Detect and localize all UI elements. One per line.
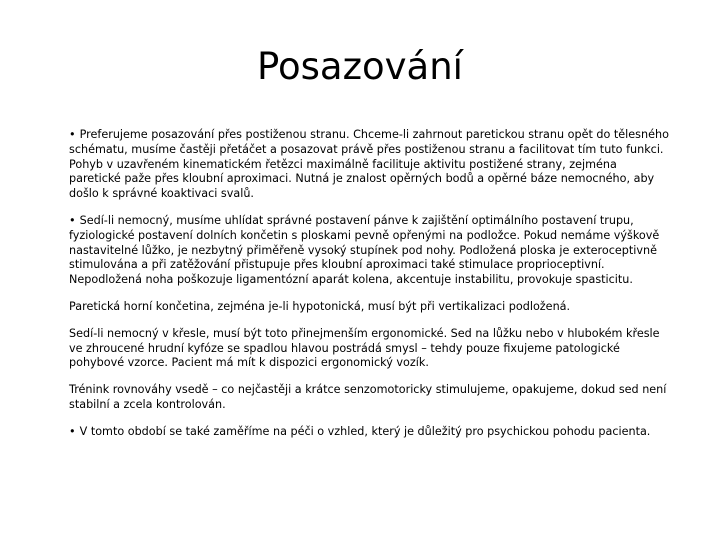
- paragraph-text: Sedí-li nemocný v křesle, musí být toto přinejmenším ergonomické. Sed na lůžku nebo v hlubokém křesle ve zhroucené hrudní kyfóze se spadlou hlavou postrádá smysl – tehdy pouze fixujeme patologické pohybové vzorce. Pacient má mít k dispozici ergonomický vozík.: [69, 326, 660, 370]
- paragraph-appearance-care: [69, 425, 669, 440]
- paragraph-sitting-preference: [69, 128, 669, 202]
- paragraph-text: Trénink rovnováhy vsedě – co nejčastěji a krátce senzomotoricky stimulujeme, opakujeme, dokud sed není stabilní a zcela kontrolován.: [69, 383, 667, 411]
- slide-title: Posazování: [257, 45, 463, 88]
- slide-content: [69, 128, 669, 452]
- paragraph-text: Paretická horní končetina, zejména je-li hypotonická, musí být při vertikalizaci podložená.: [69, 299, 571, 313]
- bullet-icon: •: [69, 128, 76, 141]
- bullet-icon: •: [69, 424, 76, 438]
- paragraph-text: Sedí-li nemocný, musíme uhlídat správné postavení pánve k zajištění optimálního postavení trupu, fyziologické postavení dolních končetin s ploskami pevně opřenými na podložce. Pokud nemáme výškově nastavitelné lůžko, je nezbytný přiměřeně vysoký stupínek pod nohy. Podložená ploska je exteroceptivně stimulována a při zatěžování přistupuje přes kloubní aproximaci také stimulace proprioceptivní. Nepodložená noha poškozuje ligamentózní aparát kolena, akcentuje instabilitu, provokuje spasticitu.: [69, 213, 660, 287]
- paragraph-upper-limb: [69, 300, 669, 315]
- paragraph-armchair: [69, 327, 669, 371]
- paragraph-balance-training: [69, 383, 669, 413]
- bullet-icon: •: [69, 213, 76, 227]
- paragraph-pelvis-position: [69, 214, 669, 288]
- paragraph-text: V tomto období se také zaměříme na péči o vzhled, který je důležitý pro psychickou pohodu pacienta.: [79, 424, 651, 438]
- paragraph-text: Preferujeme posazování přes postiženou stranu. Chceme-li zahrnout paretickou stranu opět do tělesného schématu, musíme častěji přetáčet a posazovat právě přes postiženou stranu a facilitovat tím tuto funkci. Pohyb v uzavřeném kinematickém řetězci maximálně facilituje aktivitu postižené strany, zejména paretické paže přes kloubní aproximaci. Nutná je znalost opěrných bodů a opěrné báze nemocného, aby došlo k správné koaktivaci svalů.: [69, 128, 669, 201]
